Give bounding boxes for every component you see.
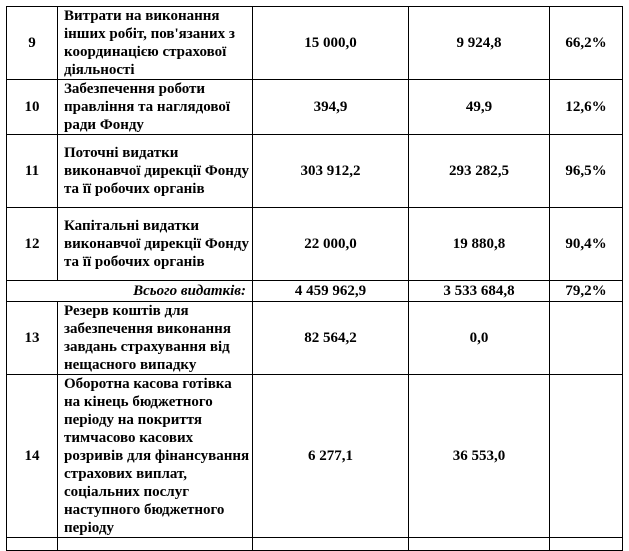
table-row (7, 302, 623, 375)
execution-percent: 12,6% (550, 80, 623, 135)
execution-percent (550, 302, 623, 375)
row-number: 10 (7, 80, 58, 135)
table-row-cut-off (7, 538, 623, 551)
execution-percent: 96,5% (550, 135, 623, 208)
actual-amount: 9 924,8 (409, 7, 550, 80)
expense-item-name: Резерв коштів для забезпечення виконання завдань страхування від нещасного випадку (58, 302, 253, 375)
empty-cell (253, 538, 409, 551)
empty-cell (7, 538, 58, 551)
expense-item-name: Оборотна касова готівка на кінець бюджетного періоду на покриття тимчасово касових розривів для фінансування страхових виплат, соціальних послуг наступного бюджетного періоду (58, 375, 253, 538)
execution-percent: 66,2% (550, 7, 623, 80)
total-actual-amount: 3 533 684,8 (409, 281, 550, 302)
table-row (7, 208, 623, 281)
total-row (7, 281, 623, 302)
row-number: 13 (7, 302, 58, 375)
empty-cell (550, 538, 623, 551)
empty-cell (409, 538, 550, 551)
planned-amount: 15 000,0 (253, 7, 409, 80)
budget-expenditure-table (6, 6, 623, 551)
row-number: 11 (7, 135, 58, 208)
expense-item-name: Витрати на виконання інших робіт, пов'язаних з координацією страхової діяльності (58, 7, 253, 80)
total-execution-percent: 79,2% (550, 281, 623, 302)
row-number: 9 (7, 7, 58, 80)
row-number: 14 (7, 375, 58, 538)
actual-amount: 0,0 (409, 302, 550, 375)
actual-amount: 36 553,0 (409, 375, 550, 538)
actual-amount: 19 880,8 (409, 208, 550, 281)
planned-amount: 303 912,2 (253, 135, 409, 208)
planned-amount: 394,9 (253, 80, 409, 135)
planned-amount: 22 000,0 (253, 208, 409, 281)
expense-item-name: Капітальні видатки виконавчої дирекції Фонду та її робочих органів (58, 208, 253, 281)
total-label: Всього видатків: (7, 281, 253, 302)
row-number: 12 (7, 208, 58, 281)
table-row (7, 80, 623, 135)
actual-amount: 293 282,5 (409, 135, 550, 208)
table-row (7, 375, 623, 538)
actual-amount: 49,9 (409, 80, 550, 135)
planned-amount: 82 564,2 (253, 302, 409, 375)
expense-item-name: Поточні видатки виконавчої дирекції Фонду та її робочих органів (58, 135, 253, 208)
expense-item-name: Забезпечення роботи правління та наглядової ради Фонду (58, 80, 253, 135)
execution-percent (550, 375, 623, 538)
empty-cell (58, 538, 253, 551)
total-planned-amount: 4 459 962,9 (253, 281, 409, 302)
planned-amount: 6 277,1 (253, 375, 409, 538)
table-row (7, 135, 623, 208)
execution-percent: 90,4% (550, 208, 623, 281)
table-row (7, 7, 623, 80)
